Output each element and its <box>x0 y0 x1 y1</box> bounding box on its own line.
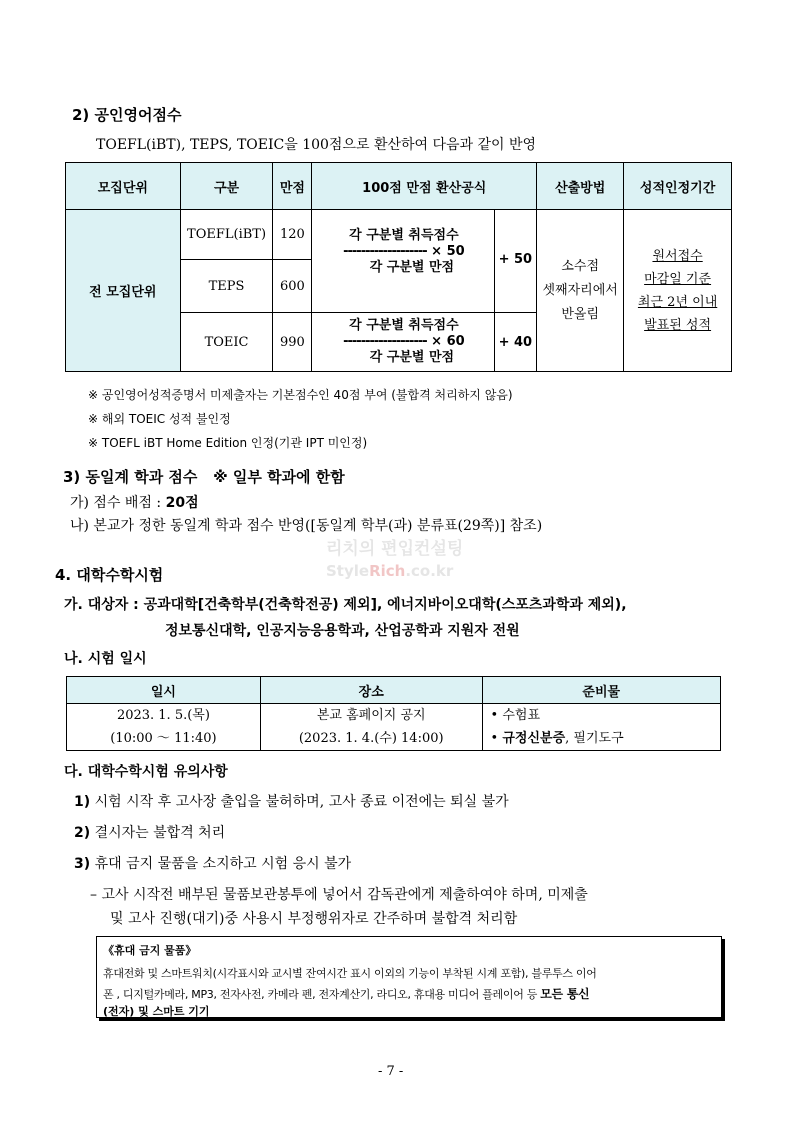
sched-prep-2-bullet: • <box>490 731 503 746</box>
formula-1-multiplier: × 50 <box>431 244 465 259</box>
prohibited-items-box <box>96 936 722 1018</box>
same-dept-note: ※ 일부 학과에 한함 <box>213 468 345 486</box>
caution-1 <box>74 791 509 811</box>
sched-prep-2-bold: 규정신분증 <box>502 731 566 746</box>
target-line-2: 정보통신대학, 인공지능응용학과, 산업공학과 지원자 전원 <box>165 623 520 639</box>
caution-3-num: 3) <box>74 856 91 872</box>
period-line-4: 발표된 성적 <box>644 317 712 333</box>
caution-3-text: 휴대 금지 물품을 소지하고 시험 응시 불가 <box>94 856 352 872</box>
cell-toefl: TOEFL(iBT) <box>180 210 273 260</box>
note-2: ※ 해외 TOEIC 성적 불인정 <box>88 412 231 426</box>
caution-1-num: 1) <box>74 794 91 810</box>
header-method: 산출방법 <box>537 163 624 210</box>
note-3: ※ TOEFL iBT Home Edition 인정(기관 IPT 미인정) <box>88 436 368 450</box>
watermark-text: 리치의 편입컨설팅 <box>326 539 464 559</box>
watermark-url-post: .co.kr <box>405 562 454 580</box>
formula-2-multiplier: × 60 <box>431 334 465 349</box>
prohibited-line-2 <box>103 985 589 1002</box>
watermark-url-mid: Rich <box>369 562 406 580</box>
formula-2 <box>312 313 494 372</box>
prohibited-line-2-bold: 모든 통신 <box>540 987 590 1001</box>
formula-1-divider: ------------------- <box>343 244 427 259</box>
caution-2 <box>74 822 225 842</box>
section-title-same-dept <box>63 466 345 487</box>
header-period: 성적인정기간 <box>624 163 732 210</box>
schedule-table <box>66 676 721 751</box>
sched-date-2: (10:00 ～ 11:40) <box>110 731 217 746</box>
sched-prep-2-rest: , 필기도구 <box>565 731 624 746</box>
sched-header-date: 일시 <box>67 677 261 704</box>
section-title-math-test: 4. 대학수학시험 <box>55 566 164 584</box>
caution-title: 다. 대학수학시험 유의사항 <box>64 764 228 780</box>
sched-date-1: 2023. 1. 5.(목) <box>116 708 210 723</box>
prohibited-line-1: 휴대전화 및 스마트워치(시각표시와 교시별 잔여시간 표시 이외의 기능이 부착된 시계 포함), 블루투스 이어 <box>103 967 597 980</box>
method-line-1: 소수점 <box>561 258 600 274</box>
prohibited-title: 《휴대 금지 물품》 <box>103 944 197 957</box>
header-formula: 100점 만점 환산공식 <box>312 163 537 210</box>
sched-place-2: (2023. 1. 4.(수) 14:00) <box>298 731 444 746</box>
cell-teps: TEPS <box>180 260 273 313</box>
item-a-value: 20점 <box>165 495 199 511</box>
caution-3 <box>74 853 351 873</box>
caution-3-sub-1: – 고사 시작전 배부된 물품보관봉투에 넣어서 감독관에게 제출하여야 하며, 미제출 <box>90 887 588 903</box>
formula-2-addend: + 40 <box>494 313 537 372</box>
section-title-english-score: 2) 공인영어점수 <box>72 106 182 124</box>
caution-1-text: 시험 시작 후 고사장 출입을 불허하며, 고사 종료 이전에는 퇴실 불가 <box>94 794 509 810</box>
formula-2-divider: ------------------- <box>343 334 427 349</box>
same-dept-item-a <box>70 492 199 512</box>
english-score-table <box>65 162 732 372</box>
cell-method <box>537 210 624 372</box>
sched-header-place: 장소 <box>260 677 482 704</box>
cell-unit: 전 모집단위 <box>66 210 181 372</box>
period-line-3: 최근 2년 이내 <box>637 294 718 310</box>
cell-period <box>624 210 732 372</box>
formula-2-numerator: 각 구분별 취득점수 <box>349 318 459 333</box>
sched-date <box>67 704 261 751</box>
prohibited-line-3: (전자) 및 스마트 기기 <box>103 1005 210 1018</box>
schedule-title: 나. 시험 일시 <box>64 651 147 667</box>
header-unit: 모집단위 <box>66 163 181 210</box>
formula-1-addend: + 50 <box>494 210 537 313</box>
same-dept-title: 3) 동일계 학과 점수 <box>63 468 198 486</box>
caution-2-text: 결시자는 불합격 처리 <box>94 825 226 841</box>
formula-1-denominator: 각 구분별 만점 <box>369 260 455 275</box>
header-category: 구분 <box>180 163 273 210</box>
target-line-1: 가. 대상자 : 공과대학[건축학부(건축학전공) 제외], 에너지바이오대학(스포츠과학과 제외), <box>64 597 627 613</box>
period-line-2: 마감일 기준 <box>644 271 712 287</box>
method-line-2: 셋째자리에서 <box>542 282 618 298</box>
method-line-3: 반올림 <box>561 306 600 322</box>
cell-toeic: TOEIC <box>180 313 273 372</box>
note-1: ※ 공인영어성적증명서 미제출자는 기본점수인 40점 부여 (불합격 처리하지 않음) <box>88 388 513 402</box>
section-desc: TOEFL(iBT), TEPS, TOEIC을 100점으로 환산하여 다음과 같이 반영 <box>96 137 537 153</box>
cell-toefl-max: 120 <box>273 210 312 260</box>
item-a-label: 가) 점수 배점 : <box>70 495 166 511</box>
period-line-1: 원서접수 <box>652 248 703 264</box>
sched-prep-1: • 수험표 <box>490 708 541 723</box>
sched-place-1: 본교 홈페이지 공지 <box>316 708 426 723</box>
cell-toeic-max: 990 <box>273 313 312 372</box>
formula-1-numerator: 각 구분별 취득점수 <box>349 228 459 243</box>
same-dept-item-b: 나) 본교가 정한 동일계 학과 점수 반영([동일계 학부(과) 분류표(29쪽)] 참조) <box>70 518 543 534</box>
header-max: 만점 <box>273 163 312 210</box>
page-number: - 7 - <box>378 1064 404 1079</box>
cell-teps-max: 600 <box>273 260 312 313</box>
watermark-url-pre: Style <box>326 562 370 580</box>
sched-header-prep: 준비물 <box>482 677 720 704</box>
caution-2-num: 2) <box>74 825 91 841</box>
prohibited-line-2-plain: 폰 , 디지털카메라, MP3, 전자사전, 카메라 펜, 전자계산기, 라디오, 휴대용 미디어 플레이어 등 <box>103 988 541 1001</box>
sched-place <box>260 704 482 751</box>
sched-prep <box>482 704 720 751</box>
formula-2-denominator: 각 구분별 만점 <box>369 350 455 365</box>
watermark-url <box>326 562 453 580</box>
formula-1 <box>312 210 494 313</box>
caution-3-sub-2: 및 고사 진행(대기)중 사용시 부정행위자로 간주하며 불합격 처리함 <box>110 911 518 927</box>
